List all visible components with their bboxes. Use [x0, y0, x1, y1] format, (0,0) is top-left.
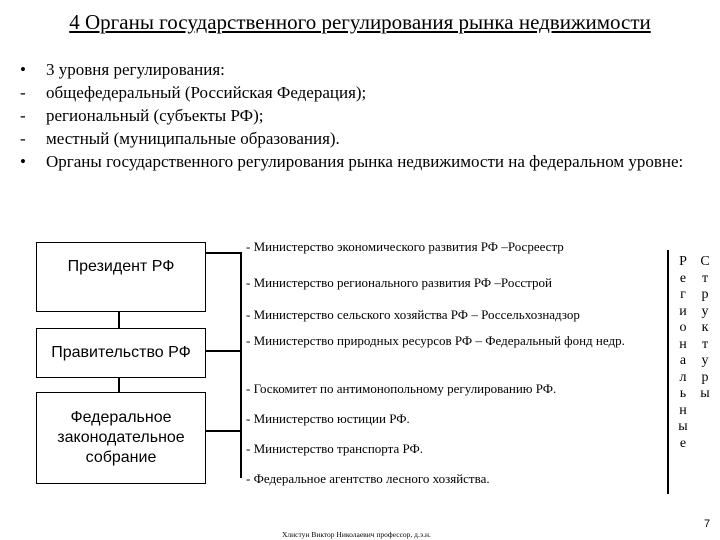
ministry-item: - Министерство сельского хозяйства РФ – Россельхознадзор — [246, 307, 580, 322]
left-vertical-connector — [118, 312, 120, 328]
assembly-label: Федеральное законодательное собрание — [57, 409, 185, 466]
president-connector — [206, 252, 240, 254]
ministry-item: - Министерство транспорта РФ. — [246, 441, 423, 456]
vertical-word-regional: Р е г и о н а л ь н ы е — [678, 254, 688, 451]
list-item: - местный (муниципальные образования). — [20, 129, 340, 148]
list-marker: • — [20, 152, 26, 171]
list-item: - общефедеральный (Российская Федерация); — [20, 83, 367, 102]
ministry-item: - Госкомитет по антимонопольному регулированию РФ. — [246, 381, 557, 396]
left-vertical-connector — [118, 378, 120, 392]
assembly-connector — [206, 430, 240, 432]
ministry-item: - Министерство экономического развития РФ –Росреестр — [246, 239, 564, 254]
list-marker: • — [20, 60, 26, 79]
list-marker: - — [20, 129, 26, 148]
assembly-box — [36, 392, 206, 484]
president-label: Президент РФ — [67, 258, 175, 275]
list-item: • Органы государственного регулирования рынка недвижимости на федеральном уровне: — [20, 152, 684, 171]
page-number: 7 — [704, 518, 711, 530]
government-connector — [206, 350, 240, 352]
footer-author: Хлистун Виктор Николаевич профессор, д.э.н. — [282, 530, 431, 539]
ministry-item: - Министерство юстиции РФ. — [246, 411, 410, 426]
list-marker: - — [20, 83, 26, 102]
right-vertical-connector — [240, 252, 242, 478]
president-box — [36, 242, 206, 312]
bullet-list — [20, 58, 700, 173]
vertical-word-structures: С т р у к т у р ы — [700, 254, 710, 401]
list-item: • 3 уровня регулирования: — [20, 60, 225, 79]
vertical-divider — [667, 250, 669, 494]
ministry-item: - Министерство регионального развития РФ –Росстрой — [246, 275, 552, 290]
list-marker: - — [20, 106, 26, 125]
ministry-item: - Министерство природных ресурсов РФ – Федеральный фонд недр. — [246, 333, 625, 348]
ministry-item: - Федеральное агентство лесного хозяйства. — [246, 471, 490, 486]
government-box — [36, 328, 206, 378]
government-label: Правительство РФ — [51, 344, 191, 361]
list-item: - региональный (субъекты РФ); — [20, 106, 264, 125]
page-title: 4 Органы государственного регулирования рынка недвижимости — [69, 10, 651, 34]
